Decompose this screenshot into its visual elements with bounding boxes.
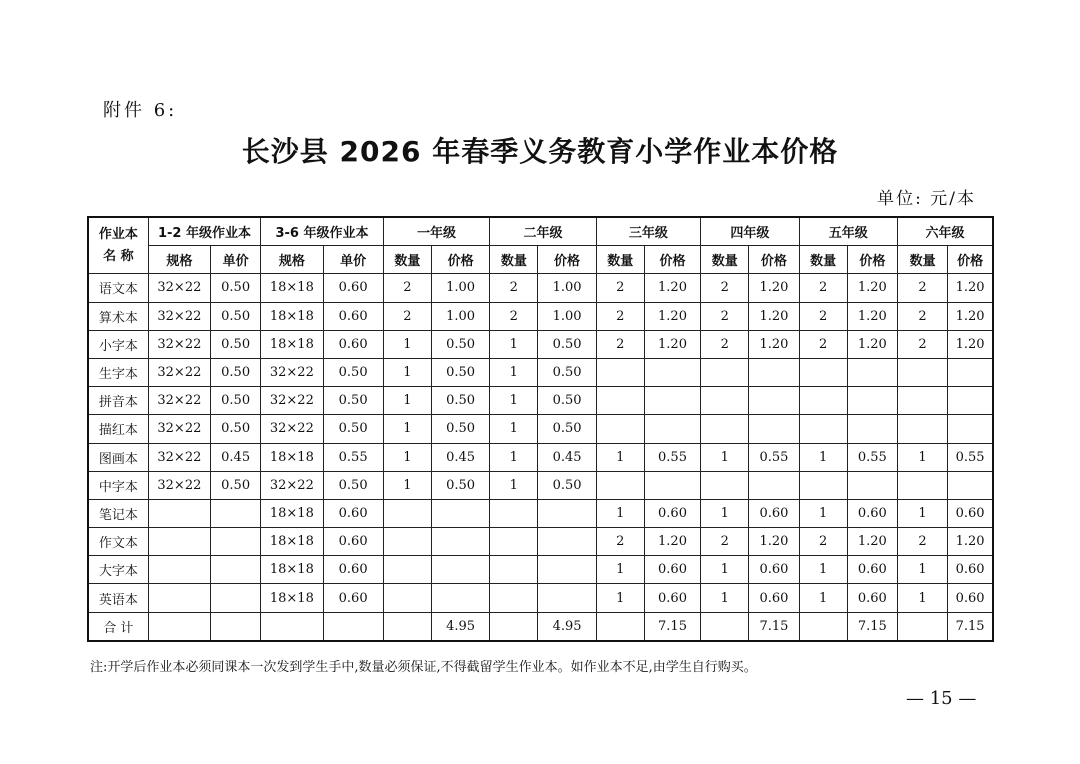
table-cell (148, 556, 210, 584)
table-cell: 0.60 (948, 556, 993, 584)
table-cell: 1 (897, 556, 947, 584)
table-cell: 0.50 (538, 387, 596, 415)
sub-header: 价格 (749, 246, 799, 274)
table-cell: 1.20 (847, 330, 897, 358)
table-cell (490, 556, 538, 584)
table-cell: 0.50 (431, 358, 489, 386)
sub-header: 数量 (897, 246, 947, 274)
table-cell (490, 584, 538, 612)
table-row (88, 499, 993, 527)
table-cell: 1.20 (749, 528, 799, 556)
table-cell: 7.15 (749, 612, 799, 641)
table-cell: 18×18 (261, 330, 323, 358)
table-cell: 0.60 (847, 584, 897, 612)
table-cell: 32×22 (148, 274, 210, 302)
table-cell: 1.20 (847, 528, 897, 556)
table-cell (490, 499, 538, 527)
table-cell: 32×22 (148, 471, 210, 499)
sub-header: 价格 (431, 246, 489, 274)
sub-header: 价格 (644, 246, 700, 274)
page-number: — 15 — (906, 688, 977, 709)
table-cell: 1.20 (847, 302, 897, 330)
group-header: 四年级 (701, 217, 799, 246)
table-cell: 0.50 (211, 302, 261, 330)
table-cell: 0.60 (749, 584, 799, 612)
table-cell (897, 387, 947, 415)
table-cell: 1 (490, 330, 538, 358)
table-cell (596, 471, 644, 499)
table-cell: 0.45 (538, 443, 596, 471)
table-cell: 0.60 (323, 584, 383, 612)
table-cell: 0.60 (323, 499, 383, 527)
table-cell (644, 415, 700, 443)
group-header: 3-6 年级作业本 (261, 217, 384, 246)
table-cell (211, 528, 261, 556)
table-cell (644, 387, 700, 415)
footnote: 注:开学后作业本必须同课本一次发到学生手中,数量必须保证,不得截留学生作业本。如作业本不足,由学生自行购买。 (90, 660, 757, 675)
corner-line-1: 作业本 (98, 226, 138, 242)
table-cell: 1 (490, 471, 538, 499)
table-cell (490, 612, 538, 641)
table-cell: 0.50 (431, 415, 489, 443)
table-cell: 32×22 (261, 415, 323, 443)
table-cell (847, 387, 897, 415)
table-cell: 18×18 (261, 302, 323, 330)
table-cell: 0.50 (323, 358, 383, 386)
table-cell: 1.00 (538, 302, 596, 330)
table-cell: 1.00 (538, 274, 596, 302)
table-cell: 32×22 (148, 387, 210, 415)
table-cell: 1 (383, 443, 431, 471)
table-cell (383, 612, 431, 641)
attachment-label: 附件 6: (103, 100, 178, 121)
table-cell: 2 (799, 528, 847, 556)
sub-header: 价格 (948, 246, 993, 274)
table-cell (538, 499, 596, 527)
table-cell (383, 528, 431, 556)
table-cell: 32×22 (148, 415, 210, 443)
table-cell: 0.60 (644, 556, 700, 584)
table-cell: 2 (799, 302, 847, 330)
table-cell: 32×22 (148, 443, 210, 471)
row-name-cell: 作文本 (88, 528, 148, 556)
table-cell: 18×18 (261, 556, 323, 584)
table-cell: 2 (701, 302, 749, 330)
table-cell (701, 415, 749, 443)
table-cell: 2 (701, 274, 749, 302)
table-row (88, 584, 993, 612)
table-cell (596, 358, 644, 386)
price-table (87, 216, 994, 642)
table-cell: 2 (701, 528, 749, 556)
row-name-cell: 合 计 (88, 612, 148, 641)
table-cell: 2 (897, 302, 947, 330)
row-name-cell: 语文本 (88, 274, 148, 302)
table-cell: 0.50 (538, 415, 596, 443)
table-cell: 1 (897, 499, 947, 527)
sub-header-row (88, 246, 993, 274)
table-cell: 7.15 (948, 612, 993, 641)
table-cell: 1.00 (431, 274, 489, 302)
table-cell: 2 (799, 330, 847, 358)
table-cell: 0.60 (644, 584, 700, 612)
table-cell: 1.20 (948, 302, 993, 330)
table-row (88, 330, 993, 358)
table-cell (948, 387, 993, 415)
table-cell (148, 528, 210, 556)
table-cell: 0.60 (847, 499, 897, 527)
table-cell (847, 471, 897, 499)
table-cell: 0.60 (644, 499, 700, 527)
table-cell: 1 (383, 330, 431, 358)
table-cell: 0.50 (211, 415, 261, 443)
corner-line-2: 名 称 (103, 248, 134, 264)
table-cell: 1 (383, 415, 431, 443)
row-name-cell: 笔记本 (88, 499, 148, 527)
table-cell (749, 471, 799, 499)
table-cell (431, 528, 489, 556)
table-cell: 0.50 (211, 274, 261, 302)
table-cell (644, 358, 700, 386)
table-cell: 0.50 (538, 471, 596, 499)
row-name-cell: 英语本 (88, 584, 148, 612)
table-cell: 1.20 (948, 274, 993, 302)
table-cell (847, 415, 897, 443)
table-cell (897, 612, 947, 641)
table-cell (538, 528, 596, 556)
table-cell (948, 471, 993, 499)
table-row (88, 302, 993, 330)
sub-header: 单价 (211, 246, 261, 274)
table-cell: 0.45 (211, 443, 261, 471)
sub-header: 数量 (799, 246, 847, 274)
table-cell: 1 (897, 584, 947, 612)
row-name-cell: 生字本 (88, 358, 148, 386)
table-cell: 2 (596, 302, 644, 330)
row-name-cell: 小字本 (88, 330, 148, 358)
group-header: 1-2 年级作业本 (148, 217, 260, 246)
table-cell: 32×22 (261, 387, 323, 415)
table-cell (897, 471, 947, 499)
table-cell: 1 (596, 443, 644, 471)
table-cell (148, 584, 210, 612)
table-cell: 18×18 (261, 274, 323, 302)
table-cell: 18×18 (261, 584, 323, 612)
table-cell: 0.60 (948, 499, 993, 527)
table-cell (701, 358, 749, 386)
table-cell (431, 584, 489, 612)
table-cell: 1 (799, 443, 847, 471)
table-cell: 0.50 (211, 387, 261, 415)
table-cell: 0.55 (323, 443, 383, 471)
sub-header: 数量 (490, 246, 538, 274)
table-cell: 4.95 (538, 612, 596, 641)
table-cell: 0.60 (847, 556, 897, 584)
table-cell (211, 584, 261, 612)
sub-header: 数量 (383, 246, 431, 274)
table-cell: 7.15 (847, 612, 897, 641)
table-cell: 1 (596, 584, 644, 612)
table-cell (749, 415, 799, 443)
table-cell (799, 415, 847, 443)
table-cell: 0.60 (323, 274, 383, 302)
table-cell (431, 499, 489, 527)
row-name-cell: 算术本 (88, 302, 148, 330)
table-cell: 1 (383, 358, 431, 386)
table-cell: 0.50 (211, 471, 261, 499)
table-cell: 1 (701, 443, 749, 471)
table-cell (897, 415, 947, 443)
table-cell: 0.55 (948, 443, 993, 471)
table-cell: 2 (897, 528, 947, 556)
table-cell: 0.50 (431, 330, 489, 358)
table-row (88, 612, 993, 641)
table-row (88, 358, 993, 386)
table-cell: 2 (799, 274, 847, 302)
table-cell (701, 387, 749, 415)
table-cell: 2 (897, 330, 947, 358)
group-header-row (88, 217, 993, 246)
unit-label: 单位: 元/本 (877, 189, 976, 209)
table-cell (538, 584, 596, 612)
table-cell: 0.45 (431, 443, 489, 471)
table-cell: 1 (799, 556, 847, 584)
table-cell: 0.60 (323, 556, 383, 584)
table-cell (948, 415, 993, 443)
table-cell: 2 (596, 330, 644, 358)
table-cell: 1.20 (644, 302, 700, 330)
table-cell: 1 (490, 358, 538, 386)
table-cell: 0.60 (323, 302, 383, 330)
table-cell: 1.20 (749, 302, 799, 330)
table-cell: 2 (701, 330, 749, 358)
table-cell: 1 (490, 387, 538, 415)
table-cell (431, 556, 489, 584)
sub-header: 价格 (538, 246, 596, 274)
table-cell: 0.50 (323, 415, 383, 443)
sub-header: 单价 (323, 246, 383, 274)
row-name-cell: 拼音本 (88, 387, 148, 415)
group-header: 二年级 (490, 217, 596, 246)
table-cell: 1.20 (749, 330, 799, 358)
table-cell: 0.55 (644, 443, 700, 471)
row-name-cell: 图画本 (88, 443, 148, 471)
page-title: 长沙县 2026 年春季义务教育小学作业本价格 (241, 135, 839, 168)
table-cell (897, 358, 947, 386)
table-cell (644, 471, 700, 499)
table-cell (211, 612, 261, 641)
table-cell (799, 471, 847, 499)
table-row (88, 528, 993, 556)
table-cell: 1 (490, 415, 538, 443)
table-cell: 32×22 (148, 302, 210, 330)
sub-header: 规格 (148, 246, 210, 274)
table-cell: 0.50 (538, 330, 596, 358)
table-cell: 0.50 (323, 387, 383, 415)
table-cell: 0.60 (749, 499, 799, 527)
table-row (88, 415, 993, 443)
table-cell: 2 (897, 274, 947, 302)
table-cell: 0.50 (431, 471, 489, 499)
table-row (88, 556, 993, 584)
table-cell: 1 (701, 556, 749, 584)
table-cell: 0.50 (538, 358, 596, 386)
table-cell (383, 556, 431, 584)
table-cell: 1 (490, 443, 538, 471)
table-cell: 1 (799, 584, 847, 612)
table-cell: 1.20 (644, 330, 700, 358)
table-cell: 1.20 (948, 330, 993, 358)
table-cell: 0.60 (948, 584, 993, 612)
table-row (88, 443, 993, 471)
table-cell: 18×18 (261, 499, 323, 527)
table-cell: 0.55 (749, 443, 799, 471)
group-header: 五年级 (799, 217, 897, 246)
sub-header: 数量 (701, 246, 749, 274)
group-header: 六年级 (897, 217, 993, 246)
corner-header (88, 217, 148, 274)
table-cell (749, 358, 799, 386)
table-cell (490, 528, 538, 556)
row-name-cell: 中字本 (88, 471, 148, 499)
table-cell: 0.50 (211, 330, 261, 358)
table-cell (749, 387, 799, 415)
table-cell: 1 (383, 471, 431, 499)
table-cell (799, 358, 847, 386)
group-header: 三年级 (596, 217, 700, 246)
row-name-cell: 描红本 (88, 415, 148, 443)
table-cell (948, 358, 993, 386)
table-cell: 1.20 (644, 528, 700, 556)
table-cell (383, 499, 431, 527)
table-cell: 1 (383, 387, 431, 415)
table-cell: 1 (596, 499, 644, 527)
table-cell (847, 358, 897, 386)
table-cell: 0.50 (211, 358, 261, 386)
table-cell: 1 (897, 443, 947, 471)
table-cell (323, 612, 383, 641)
table-cell: 32×22 (261, 471, 323, 499)
table-row (88, 471, 993, 499)
table-cell (596, 387, 644, 415)
table-cell (701, 471, 749, 499)
table-cell (383, 584, 431, 612)
table-cell: 2 (596, 274, 644, 302)
table-cell: 0.60 (323, 330, 383, 358)
table-cell: 1 (701, 499, 749, 527)
table-cell: 18×18 (261, 528, 323, 556)
table-cell: 2 (490, 274, 538, 302)
table-cell: 2 (383, 302, 431, 330)
table-cell (538, 556, 596, 584)
table-cell (211, 499, 261, 527)
sub-header: 数量 (596, 246, 644, 274)
table-cell (148, 499, 210, 527)
table-cell (701, 612, 749, 641)
table-cell: 0.50 (323, 471, 383, 499)
table-cell: 1.20 (948, 528, 993, 556)
table-cell: 32×22 (148, 358, 210, 386)
table-cell: 2 (596, 528, 644, 556)
table-cell (211, 556, 261, 584)
table-cell: 1.00 (431, 302, 489, 330)
table-cell (799, 612, 847, 641)
table-cell: 1.20 (847, 274, 897, 302)
table-cell: 32×22 (261, 358, 323, 386)
table-cell (596, 612, 644, 641)
sub-header: 价格 (847, 246, 897, 274)
table-cell: 18×18 (261, 443, 323, 471)
table-cell: 1 (701, 584, 749, 612)
table-cell (261, 612, 323, 641)
group-header: 一年级 (383, 217, 489, 246)
table-cell: 0.50 (431, 387, 489, 415)
table-cell: 4.95 (431, 612, 489, 641)
table-cell: 0.55 (847, 443, 897, 471)
table-cell: 0.60 (323, 528, 383, 556)
table-cell: 1 (596, 556, 644, 584)
table-cell (799, 387, 847, 415)
table-cell: 2 (383, 274, 431, 302)
table-cell: 0.60 (749, 556, 799, 584)
table-body (88, 274, 993, 641)
table-cell: 2 (490, 302, 538, 330)
table-cell: 1 (799, 499, 847, 527)
table-cell: 1.20 (749, 274, 799, 302)
table-cell (148, 612, 210, 641)
table-row (88, 387, 993, 415)
table-cell (596, 415, 644, 443)
table-cell: 1.20 (644, 274, 700, 302)
row-name-cell: 大字本 (88, 556, 148, 584)
table-cell: 32×22 (148, 330, 210, 358)
table-cell: 7.15 (644, 612, 700, 641)
table-row (88, 274, 993, 302)
sub-header: 规格 (261, 246, 323, 274)
